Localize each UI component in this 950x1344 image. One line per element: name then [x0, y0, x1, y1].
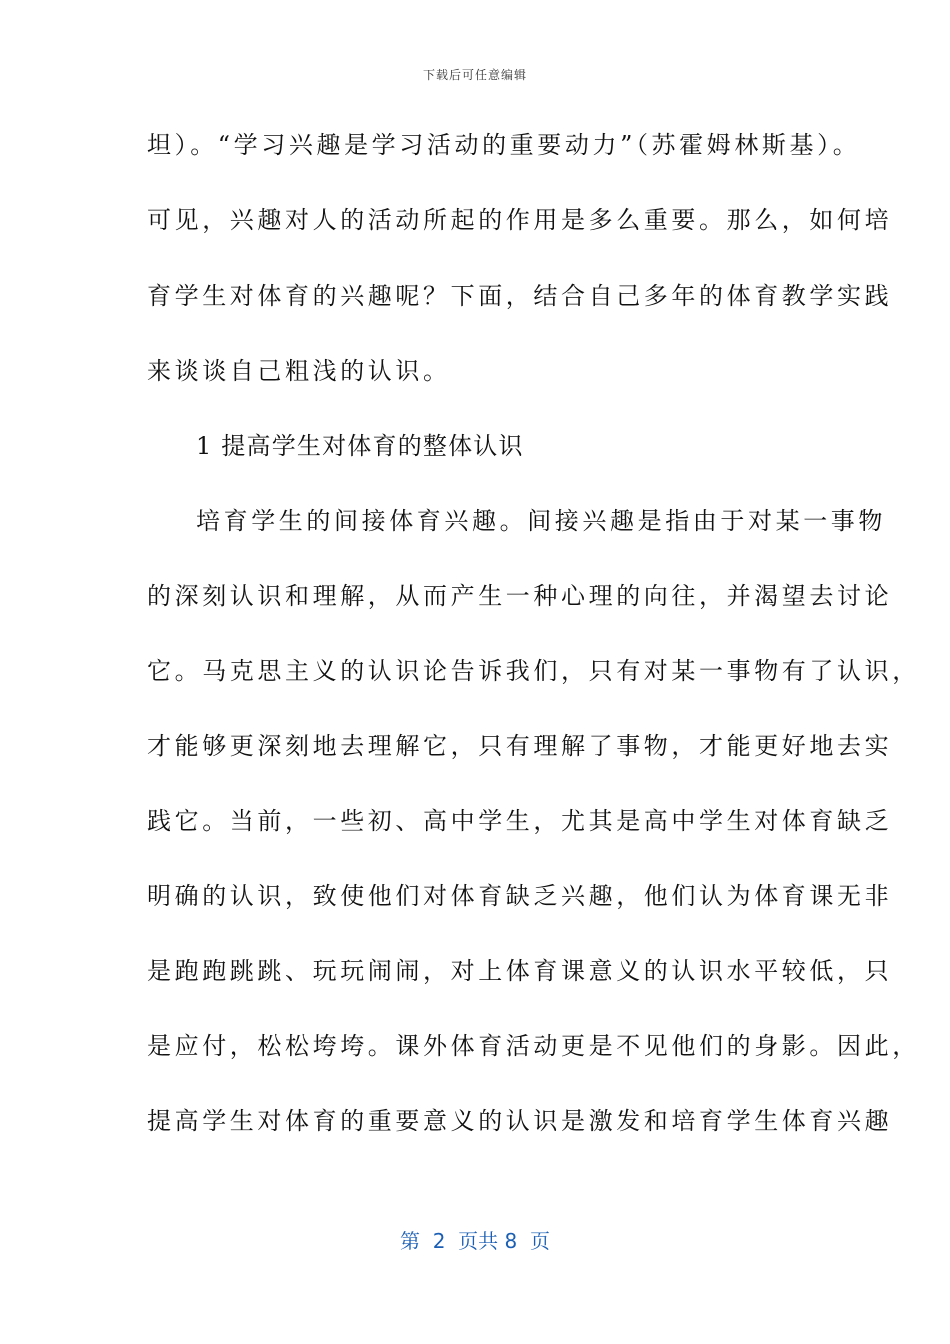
- body-line-9: 才能够更深刻地去理解它，只有理解了事物，才能更好地去实: [147, 732, 893, 760]
- body-line-7: 的深刻认识和理解，从而产生一种心理的向往，并渴望去讨论: [147, 582, 893, 610]
- body-line-2: 可见，兴趣对人的活动所起的作用是多么重要。那么，如何培: [147, 206, 893, 234]
- body-line-8: 它。马克思主义的认识论告诉我们，只有对某一事物有了认识，: [147, 657, 920, 685]
- body-line-1: 坦）。“学习兴趣是学习活动的重要动力”（苏霍姆林斯基）。: [147, 131, 861, 159]
- body-line-12: 是跑跑跳跳、玩玩闹闹，对上体育课意义的认识水平较低，只: [147, 957, 893, 985]
- body-line-11: 明确的认识，致使他们对体育缺乏兴趣，他们认为体育课无非: [147, 882, 893, 910]
- body-line-3: 育学生对体育的兴趣呢？下面，结合自己多年的体育教学实践: [147, 282, 893, 310]
- body-line-14: 提高学生对体育的重要意义的认识是激发和培育学生体育兴趣: [147, 1107, 893, 1135]
- page-header: 下载后可任意编辑: [422, 68, 527, 82]
- body-line-10: 践它。当前，一些初、高中学生，尤其是高中学生对体育缺乏: [147, 807, 893, 835]
- body-line-6: 培育学生的间接体育兴趣。间接兴趣是指由于对某一事物: [196, 507, 886, 535]
- body-line-4: 来谈谈自己粗浅的认识。: [147, 357, 451, 385]
- page-footer: 第 2 页共 8 页: [400, 1229, 550, 1253]
- section-heading: 1 提高学生对体育的整体认识: [196, 432, 524, 460]
- body-line-13: 是应付，松松垮垮。课外体育活动更是不见他们的身影。因此，: [147, 1032, 920, 1060]
